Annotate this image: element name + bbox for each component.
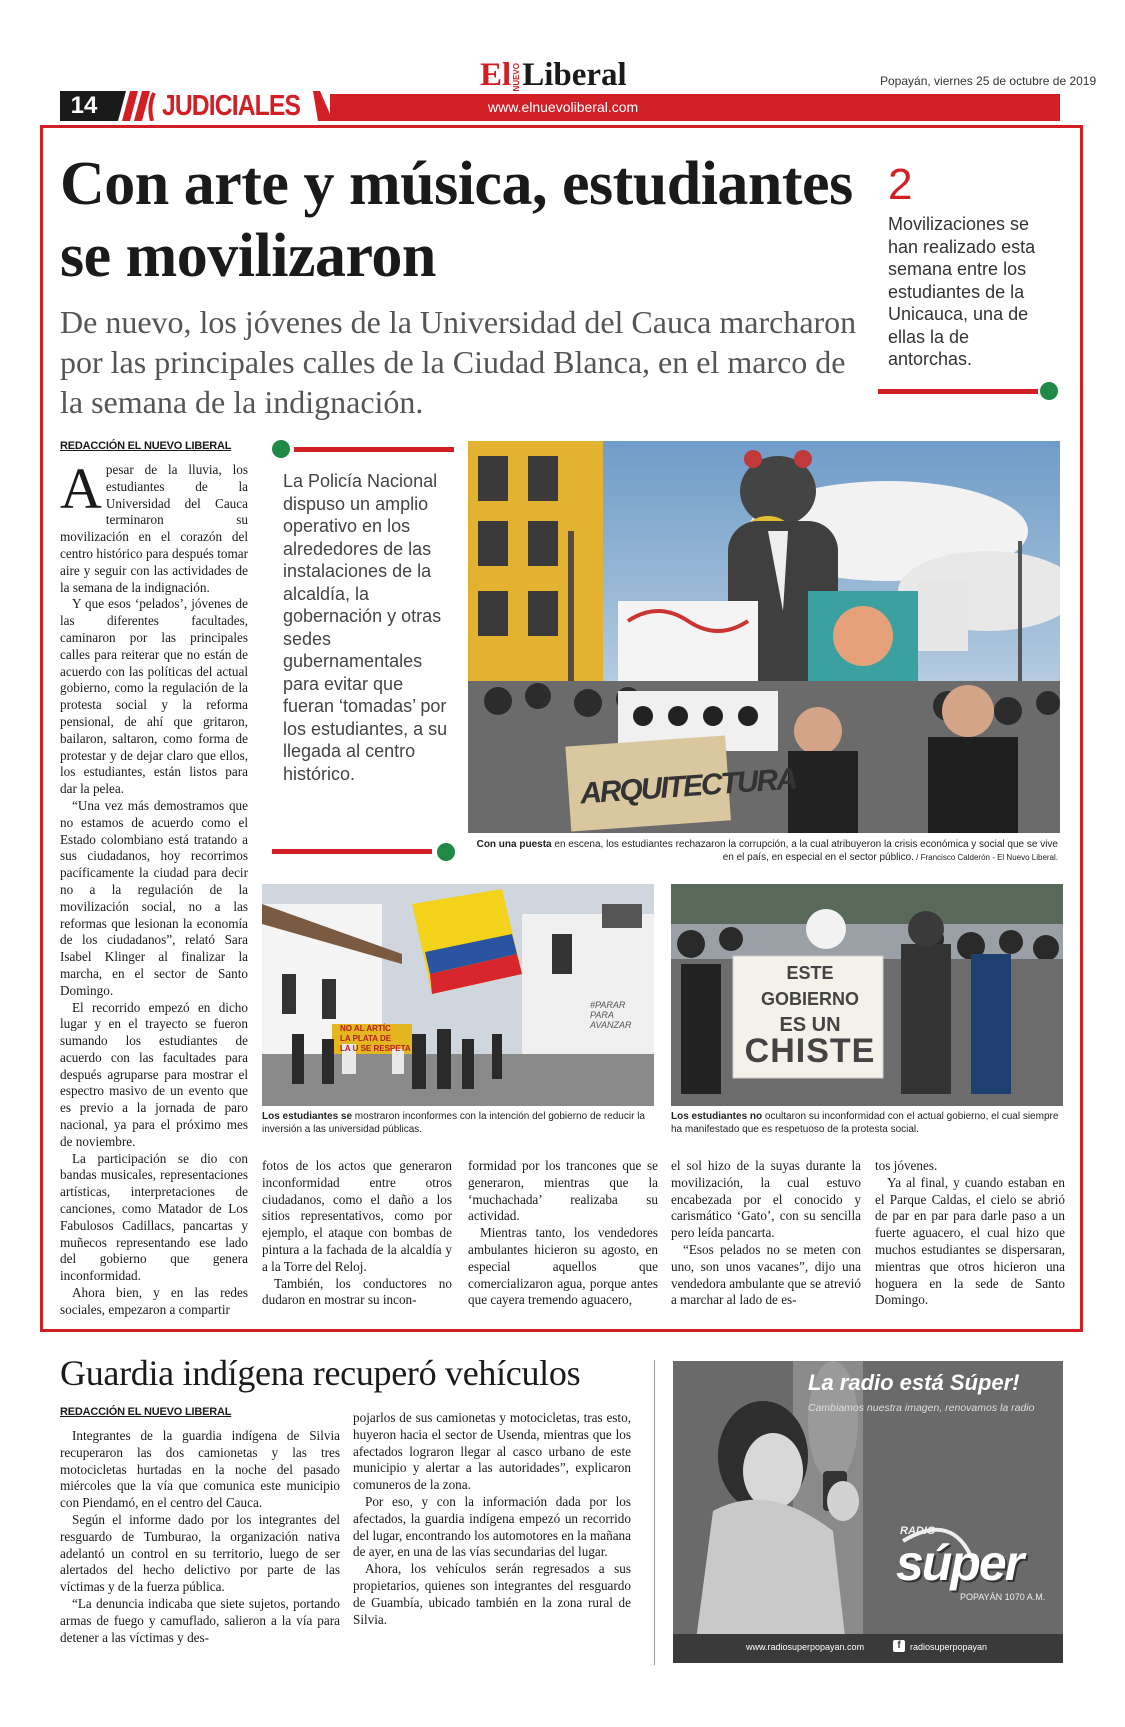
caption-text: ocultaron su inconformidad con el actual gobierno, el cual siempre ha manifestado que es respetuoso de la protesta social. bbox=[671, 1111, 1059, 1135]
section-name: JUDICIALES bbox=[162, 90, 301, 122]
second-article-column-2 bbox=[353, 1410, 631, 1628]
photo-caption bbox=[468, 838, 1058, 864]
facebook-icon[interactable]: f bbox=[893, 1640, 905, 1652]
paragraph bbox=[60, 456, 248, 596]
article-column-2 bbox=[262, 1158, 452, 1309]
ad-social-handle[interactable]: radiosuperpopayan bbox=[910, 1642, 988, 1652]
ad-brand-logo: súper bbox=[896, 1535, 1023, 1591]
banner-line: NO AL ARTÍC bbox=[340, 1024, 391, 1033]
byline: REDACCIÓN EL NUEVO LIBERAL bbox=[60, 1406, 232, 1418]
byline: REDACCIÓN EL NUEVO LIBERAL bbox=[60, 440, 232, 452]
paragraph: el sol hizo de la suyas durante la movilización, la cual estuvo encabezada por el conocido y carismático ‘Gato’, con su sencilla pero leída pancarta. bbox=[671, 1158, 861, 1241]
article-subhead: De nuevo, los jóvenes de la Universidad del Cauca marcharon por las principales calles de la Ciudad Blanca, en el marco de la semana de la indignación. bbox=[60, 304, 857, 420]
paragraph: La participación se dio con bandas musicales, representaciones artísticas, interpretaciones de canciones, como Matador de Los Fabulosos Cadillacs, pancartas y muñecos representando ese lado del gobierno que genera inconformidad. bbox=[60, 1150, 248, 1284]
article-headline: Con arte y música, estudiantes se movilizaron bbox=[60, 150, 853, 290]
caption-lead: Los estudiantes se bbox=[262, 1111, 353, 1122]
sign-line: CHISTE bbox=[744, 1032, 876, 1070]
second-article-headline: Guardia indígena recuperó vehículos bbox=[60, 1353, 581, 1393]
ad-tagline: Cambiamos nuestra imagen, renovamos la radio bbox=[808, 1402, 1035, 1414]
stat-dot-icon bbox=[1040, 382, 1058, 400]
caption-lead: Con una puesta bbox=[476, 839, 552, 850]
photo-caption bbox=[262, 1110, 652, 1136]
column-divider bbox=[654, 1360, 655, 1665]
stat-text: Movilizaciones se han realizado esta semana entre los estudiantes de la Unicauca, una de ellas la de antorchas. bbox=[888, 214, 1036, 369]
dateline: Popayán, viernes 25 de octubre de 2019 bbox=[880, 74, 1097, 88]
sign-line: ES UN bbox=[779, 1014, 841, 1036]
photo-march-flag bbox=[262, 884, 654, 1106]
caption-text: mostraron inconformes con la intención del gobierno de reducir la inversión a las universidad públicas. bbox=[262, 1111, 645, 1135]
paragraph: Integrantes de la guardia indígena de Silvia recuperaron las dos camionetas y las tres motocicletas hurtadas en la noche del pasado miércoles que la vía que comunica este municipio con Piendamó, en el centro del Cauca. bbox=[60, 1428, 340, 1511]
banner-line: LA PLATA DE bbox=[340, 1034, 392, 1043]
paragraph: Según el informe dado por los integrantes del resguardo de Tumburao, la organización nativa adelantó un control en su territorio, luego de ser alertados del hecho delictivo por parte de las víctimas y de la fuerza pública. bbox=[60, 1511, 340, 1595]
caption-lead: Los estudiantes no bbox=[671, 1111, 763, 1122]
paragraph: “Esos pelados no se meten con uno, son unos vacanes”, dijo una vendedora ambulante que se atrevió a marchar al lado de es- bbox=[671, 1241, 861, 1308]
article-column-5 bbox=[875, 1158, 1065, 1309]
article-column-4 bbox=[671, 1158, 861, 1309]
photo2-graffiti: #PARAR PARA AVANZAR bbox=[590, 1000, 632, 1030]
paragraph: fotos de los actos que generaron inconformidad entre otros ciudadanos, como el daño a los sitios representativos, como por ejemplo, el ataque con bombas de pintura a la fachada de la alcaldía y a la Torre del Reloj. bbox=[262, 1158, 452, 1274]
pullquote-dot-icon bbox=[272, 440, 290, 458]
drop-cap: A bbox=[60, 456, 102, 521]
logo-nuevo: NUEVO bbox=[512, 63, 522, 92]
ad-website[interactable]: www.radiosuperpopayan.com bbox=[746, 1642, 865, 1652]
paragraph: tos jóvenes. bbox=[875, 1158, 938, 1173]
article-column-1 bbox=[60, 456, 248, 1319]
stat-rule bbox=[878, 389, 1038, 394]
ad-footer-bar bbox=[673, 1634, 1063, 1663]
paragraph: Ahora bien, y en las redes sociales, empezaron a compartir bbox=[60, 1285, 248, 1317]
pullquote-rule bbox=[272, 849, 432, 854]
paragraph: También, los conductores no dudaron en mostrar su incon- bbox=[262, 1275, 452, 1308]
site-url[interactable]: www.elnuevoliberal.com bbox=[488, 99, 639, 115]
header-bar bbox=[330, 94, 1060, 121]
ad-frequency: POPAYÁN 1070 A.M. bbox=[960, 1592, 1046, 1602]
pullquote-rule bbox=[294, 447, 454, 452]
second-article-column-1 bbox=[60, 1428, 340, 1646]
paragraph: Mientras tanto, los vendedores ambulantes hicieron su agosto, en especial aquellos que comercializaron agua, porque antes que cayera tremendo aguacero, bbox=[468, 1225, 658, 1308]
sign-line: ESTE GOBIERNO bbox=[760, 963, 859, 1009]
stat-number: 2 bbox=[888, 160, 913, 209]
paragraph: Ahora, los vehículos serán regresados a sus propietarios, quienes son integrantes del resguardo de Guambía, ubicado también en la zona rural de Silvia. bbox=[353, 1561, 631, 1627]
logo-liberal: Liberal bbox=[522, 57, 627, 93]
photo2-banner bbox=[340, 1024, 411, 1054]
banner-line: LA U SE RESPETA bbox=[340, 1044, 411, 1053]
newspaper-logo bbox=[480, 58, 627, 92]
paragraph: “Una vez más demostramos que no estamos de acuerdo como el Estado colombiano está tratando a sus ciudadanos, hoy recorrimos pacíficamente la ciudad para decir no a la regulación de la movilización social, no a las reformas que lesionan la economía de los ciudadanos”, relató Sara Isabel Klinger al finalizar la marcha, en el sector de Santo Domingo. bbox=[60, 797, 248, 998]
ad-slogan: La radio está Súper! bbox=[808, 1370, 1020, 1395]
pullquote-dot-icon bbox=[437, 843, 455, 861]
photo-credit: / Francisco Calderón - El Nuevo Liberal. bbox=[913, 853, 1058, 862]
paragraph-text: pesar de la lluvia, los estudiantes de la Universidad del Cauca terminaron su movilización en el corazón del centro histórico para después tomar aire y seguir con las actividades de la semana de la indignación. bbox=[60, 462, 248, 595]
photo1-sign-text: ARQUITECTURA bbox=[579, 762, 797, 811]
article-column-3 bbox=[468, 1158, 658, 1309]
paragraph: El recorrido empezó en dicho lugar y en el trayecto se fueron sumando los estudiantes de acuerdo con las facultades para después agruparse para mostrar el espectro masivo de un evento que es previo a la jornada de paro nacional, ya para el próximo mes de noviembre. bbox=[60, 999, 248, 1149]
page-number: 14 bbox=[60, 91, 108, 121]
paragraph: pojarlos de sus camionetas y motocicletas, tras esto, huyeron hacia el sector de Usenda, mientras que los afectados lograron llegar al casco urbano de este municipio y alertar a las autoridades”, explicaron comuneros de la zona. bbox=[353, 1410, 631, 1493]
ad-brand-radio: RADIO bbox=[900, 1525, 936, 1537]
logo-el: El bbox=[480, 57, 512, 93]
pullquote: La Policía Nacional dispuso un amplio operativo en los alrededores de las instalaciones de la alcaldía, la gobernación y otras sedes gubernamentales para evitar que fueran ‘tomadas’ por los estudiantes, a su llegada al centro histórico. bbox=[283, 471, 448, 784]
photo3-sign-text bbox=[740, 960, 880, 1070]
paragraph: “La denuncia indicaba que siete sujetos, portando armas de fuego y camuflado, salieron a la vía para detener a las víctimas y des- bbox=[60, 1595, 340, 1645]
paragraph: Por eso, y con la información dada por los afectados, la guardia indígena empezó un recorrido del lugar, encontrando los automotores en la mañana de ayer, en una de las vías secundarias del lugar. bbox=[353, 1493, 631, 1560]
paragraph: Y que esos ‘pelados’, jóvenes de las diferentes facultades, caminaron por las principales calles para reiterar que no están de acuerdo con las políticas del actual gobierno, como la regulación de la protesta social y la reforma pensional, de ahí que gritaron, bailaron, saltaron, como forma de protestar y de dejar claro que ellos, los estudiantes, están listos para dar la pelea. bbox=[60, 596, 248, 797]
caption-text: en escena, los estudiantes rechazaron la corrupción, a la cual atribuyeron la crisis económica y social que se vive en el país, en especial en el sector público. bbox=[551, 839, 1058, 863]
photo-caption bbox=[671, 1110, 1061, 1136]
paragraph: Ya al final, y cuando estaban en el Parque Caldas, el cielo se abrió de par en par para darle paso a un fuerte aguacero, el cual hizo que muchos estudiantes se dispersaran, mientras que otros hicieron una hoguera en la sede de Santo Domingo. bbox=[875, 1174, 1065, 1308]
paragraph: formidad por los trancones que se generaron, mientras que la ‘muchachada’ realizaba su actividad. bbox=[468, 1158, 658, 1224]
